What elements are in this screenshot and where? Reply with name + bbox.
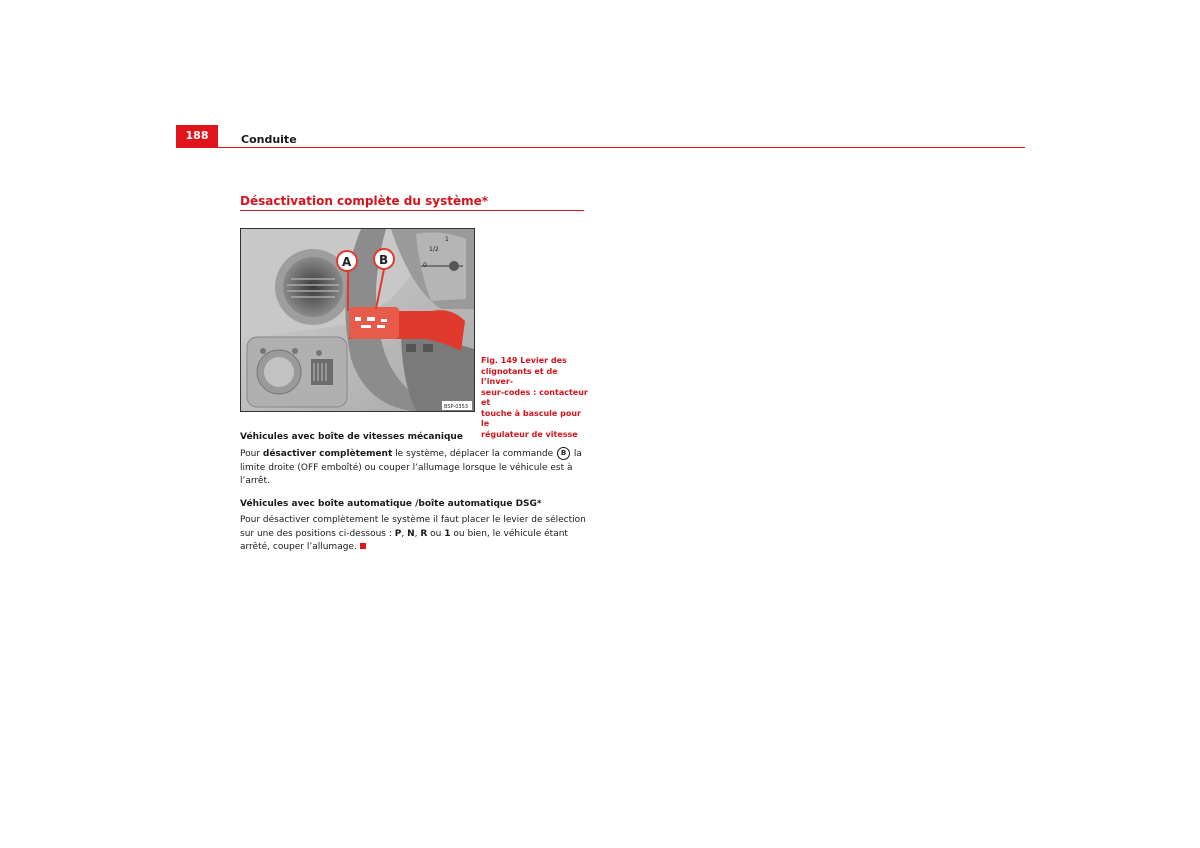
figure-code: BSP-0353 [444,404,468,410]
caption-line: seur-codes : contacteur et [481,387,588,407]
dashboard-illustration [241,229,474,411]
text-span: la [571,449,582,459]
figure-caption [481,356,591,440]
position-n: N [407,528,415,539]
text-span: le système, déplacer la commande [392,449,557,459]
header-rule [176,147,1025,148]
caption-line: régulateur de vitesse [481,429,578,439]
text-span: , [414,528,421,539]
reference-b-badge: B [557,447,570,460]
caption-line: touche à bascule pour le [481,408,581,428]
gauge-label-1: 1 [445,236,449,243]
callout-a-label: A [342,255,352,269]
gauge-label-0: 0 [423,262,427,269]
text-span: sur une des positions ci-dessous : [240,528,395,539]
section-title: Désactivation complète du système* [240,194,489,208]
paragraph-line [240,447,586,462]
text-span: , [401,528,408,539]
paragraph-line [240,528,586,542]
chapter-title: Conduite [241,133,297,146]
callout-b-label: B [379,253,389,267]
manual-gearbox-heading: Véhicules avec boîte de vitesses mécanique [240,432,463,442]
gauge-label-half: 1/2 [429,246,439,253]
page-number: 188 [176,125,218,147]
text-span: ou bien, le véhicule étant [450,528,568,539]
paragraph-line [240,541,586,555]
end-of-section-marker [360,543,366,549]
automatic-gearbox-paragraph [240,514,586,555]
caption-line: clignotants et de l’inver- [481,366,558,386]
automatic-gearbox-heading: Véhicules avec boîte automatique /boîte automatique DSG* [240,499,542,509]
position-p: P [394,528,402,539]
text-span: ou [427,528,445,539]
paragraph-line: l’arrêt. [240,476,270,486]
manual-gearbox-paragraph [240,447,586,489]
position-1: 1 [444,528,451,539]
text-span: Pour [240,449,263,459]
text-span: arrêté, couper l’allumage. [240,542,357,552]
bold-text: désactiver complètement [262,449,393,459]
position-r: R [420,528,428,539]
paragraph-line: Pour désactiver complètement le système il faut placer le levier de sélection [240,515,586,525]
paragraph-line: limite droite (OFF emboîté) ou couper l’allumage lorsque le véhicule est à [240,462,573,473]
figure-149-illustration [240,228,475,412]
caption-line: Fig. 149 Levier des [481,356,567,365]
section-title-rule [240,210,584,211]
